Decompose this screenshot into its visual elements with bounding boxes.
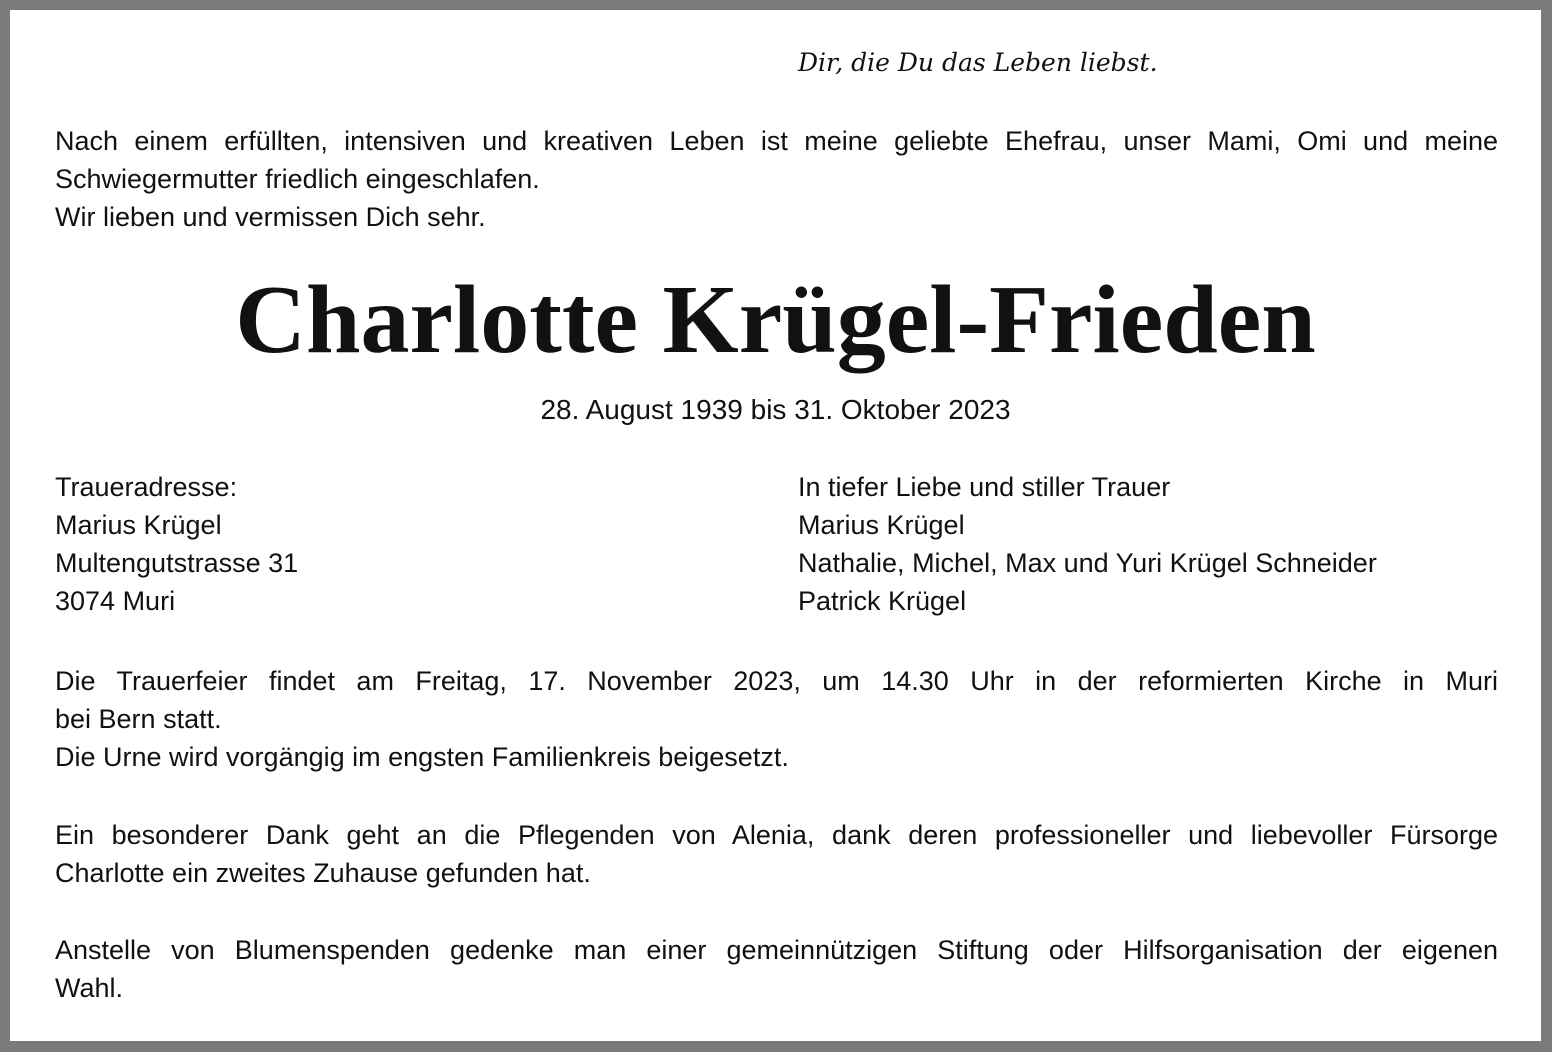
mourner-name: Nathalie, Michel, Max und Yuri Krügel Schneider <box>798 548 1377 578</box>
mourning-address <box>55 468 298 620</box>
ceremony-line: Die Urne wird vorgängig im engsten Familienkreis beigesetzt. <box>55 742 789 772</box>
donation-paragraph <box>55 931 1498 1007</box>
mourner-name: Marius Krügel <box>798 510 965 540</box>
intro-line: Schwiegermutter friedlich eingeschlafen. <box>55 164 540 194</box>
mourner-name: Patrick Krügel <box>798 586 967 616</box>
thanks-line: Charlotte ein zweites Zuhause gefunden hat. <box>55 858 591 888</box>
life-dates: 28. August 1939 bis 31. Oktober 2023 <box>540 394 1011 425</box>
address-label: Traueradresse: <box>55 472 238 502</box>
donation-line: Wahl. <box>55 973 124 1003</box>
ceremony-line: bei Bern statt. <box>55 704 222 734</box>
address-city: 3074 Muri <box>55 586 176 616</box>
deceased-name: Charlotte Krügel-Frieden <box>235 266 1316 374</box>
obituary-notice <box>10 10 1541 1041</box>
intro-paragraph <box>55 122 1498 236</box>
mourners-list <box>798 468 1377 620</box>
intro-line: Wir lieben und vermissen Dich sehr. <box>55 202 486 232</box>
donation-line: Anstelle von Blumenspenden gedenke man einer gemeinnützigen Stiftung oder Hilfsorganisation der eigenen <box>55 935 1498 965</box>
address-street: Multengutstrasse 31 <box>55 548 299 578</box>
motto: Dir, die Du das Leben liebst. <box>798 48 1158 77</box>
mourners-heading: In tiefer Liebe und stiller Trauer <box>798 472 1171 502</box>
thanks-paragraph <box>55 816 1498 892</box>
ceremony-paragraph <box>55 662 1498 776</box>
thanks-line: Ein besonderer Dank geht an die Pflegenden von Alenia, dank deren professioneller und liebevoller Fürsorge <box>55 820 1498 850</box>
intro-line: Nach einem erfüllten, intensiven und kreativen Leben ist meine geliebte Ehefrau, unser Mami, Omi und meine <box>55 126 1498 156</box>
address-name: Marius Krügel <box>55 510 222 540</box>
ceremony-line: Die Trauerfeier findet am Freitag, 17. November 2023, um 14.30 Uhr in der reformierten Kirche in Muri <box>55 666 1498 696</box>
